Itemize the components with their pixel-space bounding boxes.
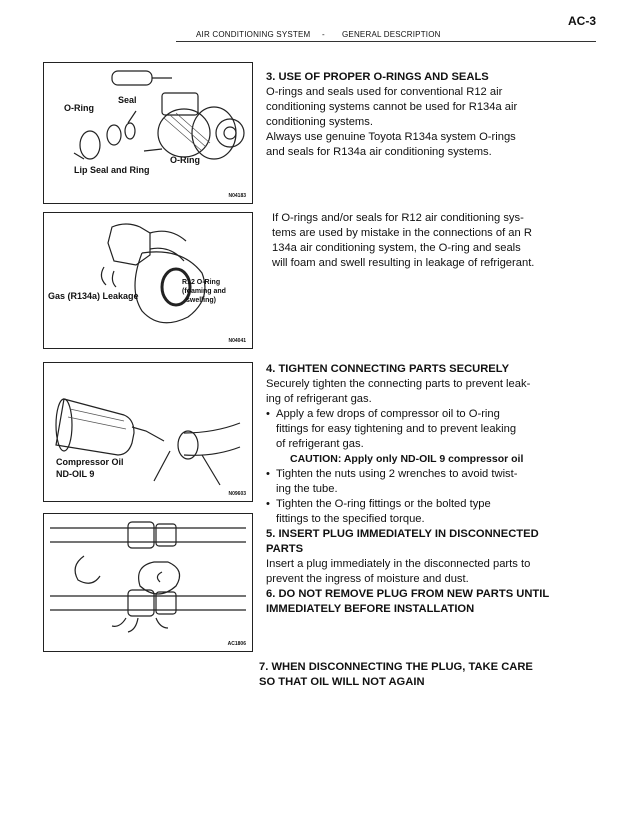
section-3-line-4: Always use genuine Toyota R134a system O-rings [266, 131, 516, 143]
section-7-heading-2: SO THAT OIL WILL NOT AGAIN [259, 676, 425, 688]
label-r12-oring: R12 O-Ring [182, 279, 221, 286]
section-7 [259, 660, 569, 690]
header-section: AIR CONDITIONING SYSTEM [196, 30, 311, 39]
figure-code: N04041 [228, 338, 246, 344]
figure-code: AC1806 [227, 641, 246, 647]
header-separator: - [322, 30, 325, 39]
label-o-ring-1: O-Ring [64, 103, 94, 113]
figure-code: N04183 [228, 193, 246, 199]
section-7-heading-1: 7. WHEN DISCONNECTING THE PLUG, TAKE CARE [259, 661, 533, 673]
section-3-heading: 3. USE OF PROPER O-RINGS AND SEALS [266, 71, 489, 83]
section-4-bullet-3b: fittings to the specified torque. [276, 513, 425, 525]
figure-orings-seals-drawing [44, 63, 252, 203]
section-3 [266, 70, 566, 160]
section-3-line-3: conditioning systems. [266, 116, 373, 128]
figure-plugs [43, 513, 253, 652]
header-subsection: GENERAL DESCRIPTION [342, 30, 441, 39]
figure-gas-leakage [43, 212, 253, 349]
section-4-bullet-1a: • Apply a few drops of compressor oil to O-ring [266, 407, 571, 422]
section-3b-line-3: 134a air conditioning system, the O-ring and seals [272, 242, 521, 254]
section-3-line-5: and seals for R134a air conditioning systems. [266, 146, 492, 158]
label-o-ring-2: O-Ring [170, 155, 200, 165]
section-5-line-1: Insert a plug immediately in the disconnected parts to [266, 558, 531, 570]
label-swelling: swelling) [186, 297, 216, 304]
section-6 [266, 587, 571, 617]
section-5-line-2: prevent the ingress of moisture and dust. [266, 573, 469, 585]
section-4-bullet-1b: fittings for easy tightening and to prevent leaking [276, 423, 517, 435]
section-4-intro-1: Securely tighten the connecting parts to prevent leak- [266, 378, 531, 390]
section-4-bullet-3a: • Tighten the O-ring fittings or the bolted type [266, 497, 571, 512]
section-3b-line-2: tems are used by mistake in the connections of an R [272, 227, 532, 239]
section-4-heading: 4. TIGHTEN CONNECTING PARTS SECURELY [266, 363, 510, 375]
header-rule [176, 41, 596, 42]
section-4 [266, 362, 571, 527]
label-gas-leakage: Gas (R134a) Leakage [48, 291, 139, 301]
figure-orings-seals [43, 62, 253, 204]
section-4-intro-2: ing of refrigerant gas. [266, 393, 372, 405]
section-4-bullet-2a: • Tighten the nuts using 2 wrenches to avoid twist- [266, 467, 571, 482]
label-lip-seal: Lip Seal and Ring [74, 165, 150, 175]
figure-gas-leakage-drawing [44, 213, 252, 348]
label-seal: Seal [118, 95, 137, 105]
section-3b-line-4: will foam and swell resulting in leakage of refrigerant. [272, 257, 535, 269]
section-6-heading-2: IMMEDIATELY BEFORE INSTALLATION [266, 603, 475, 615]
page-number: AC-3 [567, 14, 596, 28]
section-6-heading-1: 6. DO NOT REMOVE PLUG FROM NEW PARTS UNTIL [266, 588, 550, 600]
figure-compressor-oil-drawing [44, 363, 252, 501]
section-5-heading-1: 5. INSERT PLUG IMMEDIATELY IN DISCONNECTED [266, 528, 539, 540]
section-5 [266, 527, 571, 587]
label-foaming: (foaming and [182, 288, 226, 295]
figure-plugs-drawing [44, 514, 252, 651]
section-4-bullet-1c: of refrigerant gas. [276, 438, 364, 450]
section-3b-line-1: If O-rings and/or seals for R12 air conditioning sys- [272, 212, 524, 224]
section-4-caution: CAUTION: Apply only ND-OIL 9 compressor oil [290, 453, 524, 465]
figure-compressor-oil [43, 362, 253, 502]
section-3b [272, 211, 572, 271]
label-nd-oil: ND-OIL 9 [56, 469, 95, 479]
figure-code: N09603 [228, 491, 246, 497]
section-4-bullet-2b: ing the tube. [276, 483, 338, 495]
section-3-line-2: conditioning systems cannot be used for R134a air [266, 101, 518, 113]
label-compressor-oil: Compressor Oil [56, 457, 124, 467]
section-5-heading-2: PARTS [266, 543, 304, 555]
section-3-line-1: O-rings and seals used for conventional R12 air [266, 86, 503, 98]
